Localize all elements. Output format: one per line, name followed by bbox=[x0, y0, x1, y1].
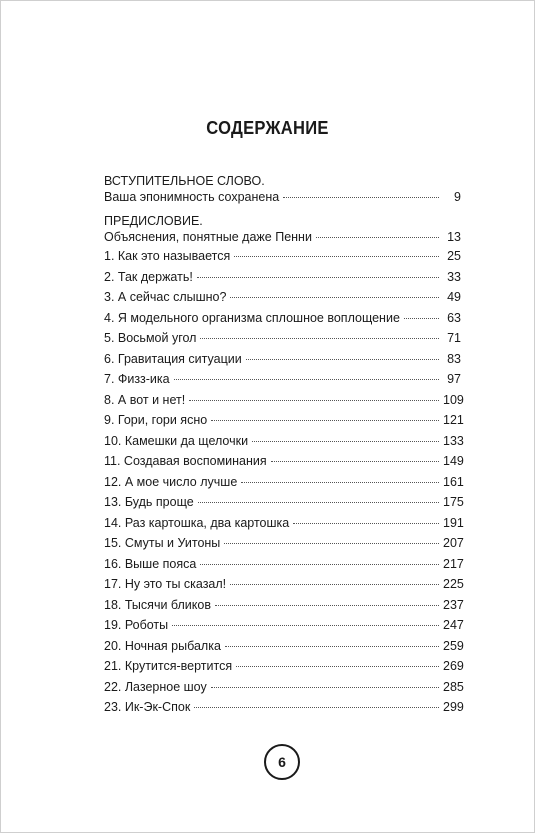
toc-entry bbox=[104, 615, 464, 636]
entry-title: 5. Восьмой угол bbox=[104, 331, 197, 345]
entry-title: 16. Выше пояса bbox=[104, 556, 197, 571]
entry-title: 9. Гори, гори ясно bbox=[104, 413, 208, 427]
entry-page: 225 bbox=[443, 577, 464, 591]
entry-title: 15. Смуты и Уитоны bbox=[104, 536, 221, 550]
entry-page: 33 bbox=[447, 269, 461, 284]
entry-title: 1. Как это называется bbox=[104, 249, 231, 263]
entry-page: 247 bbox=[443, 618, 464, 632]
entry-title: 8. А вот и нет! bbox=[104, 392, 186, 407]
toc-entry bbox=[104, 246, 461, 267]
dot-leader bbox=[174, 379, 439, 380]
entry-page: 71 bbox=[447, 331, 461, 345]
dot-leader bbox=[211, 687, 439, 688]
toc-entry bbox=[104, 287, 461, 308]
entry-page: 83 bbox=[447, 351, 461, 366]
entry-title: 18. Тысячи бликов bbox=[104, 597, 211, 612]
toc-entry bbox=[104, 267, 461, 288]
entry-title: 14. Раз картошка, два картошка bbox=[104, 515, 290, 530]
dot-leader bbox=[189, 400, 439, 401]
entry-page: 25 bbox=[447, 249, 461, 263]
section-heading: ВСТУПИТЕЛЬНОЕ СЛОВО. bbox=[104, 174, 265, 188]
entry-page: 175 bbox=[443, 495, 464, 509]
entry-page: 13 bbox=[447, 230, 461, 244]
dot-leader bbox=[200, 338, 439, 339]
toc-entry bbox=[104, 656, 464, 677]
dot-leader bbox=[198, 502, 439, 503]
entry-page: 121 bbox=[443, 413, 464, 427]
dot-leader bbox=[215, 605, 439, 606]
toc-entry bbox=[104, 677, 464, 698]
entry-page: 269 bbox=[443, 659, 464, 673]
entry-title: 13. Будь проще bbox=[104, 495, 194, 509]
entry-page: 191 bbox=[443, 515, 464, 530]
front-matter-preface bbox=[104, 214, 461, 246]
toc-entry bbox=[104, 308, 461, 329]
section-heading: ПРЕДИСЛОВИЕ. bbox=[104, 214, 203, 228]
entry-title: 7. Физз-ика bbox=[104, 372, 170, 386]
dot-leader bbox=[234, 256, 439, 257]
toc-entry bbox=[104, 513, 464, 534]
dot-leader bbox=[224, 543, 439, 544]
dot-leader bbox=[293, 523, 439, 524]
dot-leader bbox=[230, 584, 439, 585]
entry-page: 133 bbox=[443, 433, 464, 448]
dot-leader bbox=[241, 482, 439, 483]
toc-entry bbox=[104, 472, 464, 493]
toc-entry bbox=[104, 369, 461, 390]
dot-leader bbox=[404, 318, 439, 319]
entry-title: Объяснения, понятные даже Пенни bbox=[104, 230, 312, 244]
entry-title: 19. Роботы bbox=[104, 618, 169, 632]
dot-leader bbox=[197, 277, 439, 278]
dot-leader bbox=[200, 564, 439, 565]
entry-page: 109 bbox=[443, 392, 464, 407]
entry-page: 49 bbox=[447, 290, 461, 304]
dot-leader bbox=[194, 707, 439, 708]
table-of-contents bbox=[104, 174, 464, 718]
entry-page: 161 bbox=[443, 474, 464, 489]
entry-page: 285 bbox=[443, 679, 464, 694]
chapter-list bbox=[104, 246, 464, 718]
dot-leader bbox=[271, 461, 439, 462]
toc-entry bbox=[104, 595, 464, 616]
toc-entry bbox=[104, 697, 464, 718]
entry-title: 6. Гравитация ситуации bbox=[104, 351, 242, 366]
dot-leader bbox=[236, 666, 439, 667]
entry-title: 4. Я модельного организма сплошное воплощение bbox=[104, 310, 400, 325]
toc-entry bbox=[104, 328, 461, 349]
dot-leader bbox=[211, 420, 439, 421]
toc-entry bbox=[104, 554, 464, 575]
entry-title: 12. А мое число лучше bbox=[104, 474, 238, 489]
toc-entry bbox=[104, 410, 464, 431]
toc-entry bbox=[104, 492, 464, 513]
entry-page: 259 bbox=[443, 638, 464, 653]
toc-entry bbox=[104, 188, 461, 206]
page-title: СОДЕРЖАНИЕ bbox=[206, 118, 329, 138]
dot-leader bbox=[225, 646, 439, 647]
entry-title: 11. Создавая воспоминания bbox=[104, 454, 267, 468]
toc-entry bbox=[104, 228, 461, 246]
entry-title: 23. Ик-Эк-Спок bbox=[104, 700, 191, 714]
entry-title: 20. Ночная рыбалка bbox=[104, 638, 221, 653]
entry-page: 299 bbox=[443, 700, 464, 714]
entry-title: 3. А сейчас слышно? bbox=[104, 290, 227, 304]
entry-page: 207 bbox=[443, 536, 464, 550]
entry-title: 2. Так держать! bbox=[104, 269, 193, 284]
entry-page: 149 bbox=[443, 454, 464, 468]
entry-title: 17. Ну это ты сказал! bbox=[104, 577, 227, 591]
entry-page: 9 bbox=[454, 190, 461, 204]
entry-title: Ваша эпонимность сохранена bbox=[104, 190, 280, 204]
toc-entry bbox=[104, 451, 464, 472]
dot-leader bbox=[316, 237, 439, 238]
page-number bbox=[264, 744, 300, 780]
dot-leader bbox=[252, 441, 439, 442]
toc-entry bbox=[104, 431, 464, 452]
entry-title: 22. Лазерное шоу bbox=[104, 679, 207, 694]
entry-title: 10. Камешки да щелочки bbox=[104, 433, 249, 448]
dot-leader bbox=[230, 297, 439, 298]
page-number-label: 6 bbox=[278, 754, 286, 770]
dot-leader bbox=[283, 197, 439, 198]
toc-entry bbox=[104, 349, 461, 370]
entry-title: 21. Крутится-вертится bbox=[104, 659, 233, 673]
dot-leader bbox=[172, 625, 439, 626]
toc-entry bbox=[104, 533, 464, 554]
entry-page: 97 bbox=[447, 372, 461, 386]
entry-page: 217 bbox=[443, 556, 464, 571]
entry-page: 237 bbox=[443, 597, 464, 612]
dot-leader bbox=[246, 359, 439, 360]
front-matter-intro bbox=[104, 174, 461, 206]
toc-entry bbox=[104, 636, 464, 657]
toc-entry bbox=[104, 390, 464, 411]
toc-entry bbox=[104, 574, 464, 595]
entry-page: 63 bbox=[447, 310, 461, 325]
